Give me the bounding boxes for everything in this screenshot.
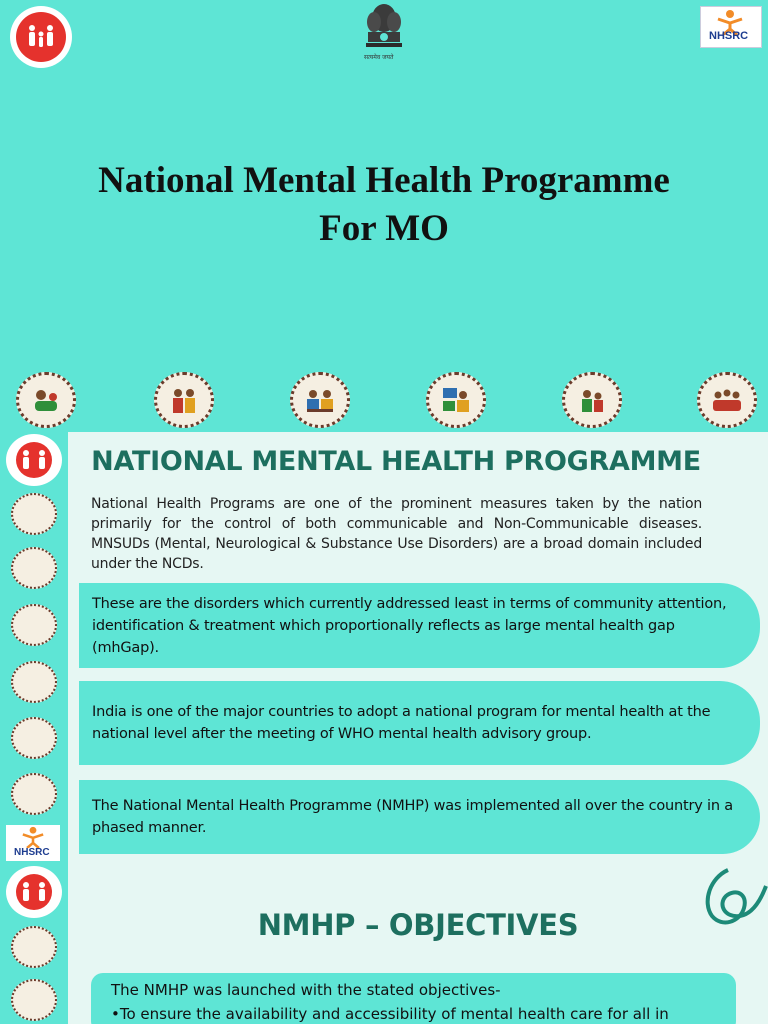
caregiver-icon bbox=[575, 385, 609, 415]
title-slide bbox=[0, 0, 768, 432]
health-worker-icon bbox=[439, 385, 473, 415]
nhsrc-logo bbox=[6, 825, 60, 861]
illustration-medallion bbox=[16, 372, 76, 428]
women-group-icon bbox=[167, 385, 201, 415]
illustration-medallion bbox=[290, 372, 350, 428]
objectives-slide bbox=[0, 864, 768, 1024]
illustration-medallion bbox=[562, 372, 622, 428]
illustration-medallion bbox=[697, 372, 757, 428]
illustration-medallion bbox=[11, 661, 57, 703]
objective-item: •To ensure the availability and accessibility of mental health care for all in bbox=[111, 1005, 669, 1023]
left-logo-rail bbox=[0, 864, 68, 1024]
emblem-caption: सत्यमेव जयते bbox=[364, 54, 394, 61]
illustration-medallion bbox=[11, 604, 57, 646]
point-box bbox=[79, 583, 760, 668]
illustration-medallion bbox=[11, 717, 57, 759]
section-heading: NATIONAL MENTAL HEALTH PROGRAMME bbox=[91, 446, 701, 477]
national-health-mission-logo bbox=[10, 6, 72, 68]
illustration-medallion bbox=[11, 926, 57, 968]
nhsrc-logo-text: NHSRC bbox=[709, 30, 749, 42]
consultation-icon bbox=[303, 385, 337, 415]
family-icon bbox=[14, 872, 54, 912]
mother-child-icon bbox=[29, 385, 63, 415]
left-logo-rail bbox=[0, 432, 68, 864]
illustration-medallion bbox=[426, 372, 486, 428]
objectives-box bbox=[91, 973, 736, 1024]
person-figure-icon bbox=[20, 826, 46, 848]
family-icon bbox=[24, 22, 58, 52]
family-icon bbox=[14, 440, 54, 480]
illustration-medallion bbox=[154, 372, 214, 428]
objectives-intro: The NMHP was launched with the stated objectives- bbox=[111, 981, 501, 999]
illustration-medallion bbox=[11, 773, 57, 815]
intro-paragraph: National Health Programs are one of the prominent measures taken by the nation primarily for the control of both communicable and Non-Communicable diseases. MNSUDs (Mental, Neurological & Substance Use Disorders) are a broad domain included under the NCDs. bbox=[91, 496, 702, 572]
slide-title-line2: For MO bbox=[319, 208, 449, 249]
national-health-mission-logo bbox=[6, 434, 62, 486]
point-box bbox=[79, 681, 760, 765]
national-health-mission-logo bbox=[6, 866, 62, 918]
illustration-medallion bbox=[11, 979, 57, 1021]
illustration-medallion bbox=[11, 547, 57, 589]
nhsrc-logo-text: NHSRC bbox=[14, 847, 50, 858]
illustration-medallion bbox=[11, 493, 57, 535]
content-slide bbox=[0, 432, 768, 864]
section-heading: NMHP – OBJECTIVES bbox=[257, 908, 579, 942]
point-box bbox=[79, 780, 760, 854]
point-text: India is one of the major countries to adopt a national program for mental health at the national level after the meeting of WHO mental health advisory group. bbox=[92, 704, 711, 742]
point-text: The National Mental Health Programme (NMHP) was implemented all over the country in a phased manner. bbox=[92, 798, 733, 836]
point-text: These are the disorders which currently addressed least in terms of community attention, identification & treatment which proportionally reflects as large mental health gap (mhGap). bbox=[92, 595, 727, 656]
nhsrc-logo bbox=[700, 6, 762, 48]
slide-title-line1: National Mental Health Programme bbox=[98, 160, 670, 201]
community-icon bbox=[710, 385, 744, 415]
